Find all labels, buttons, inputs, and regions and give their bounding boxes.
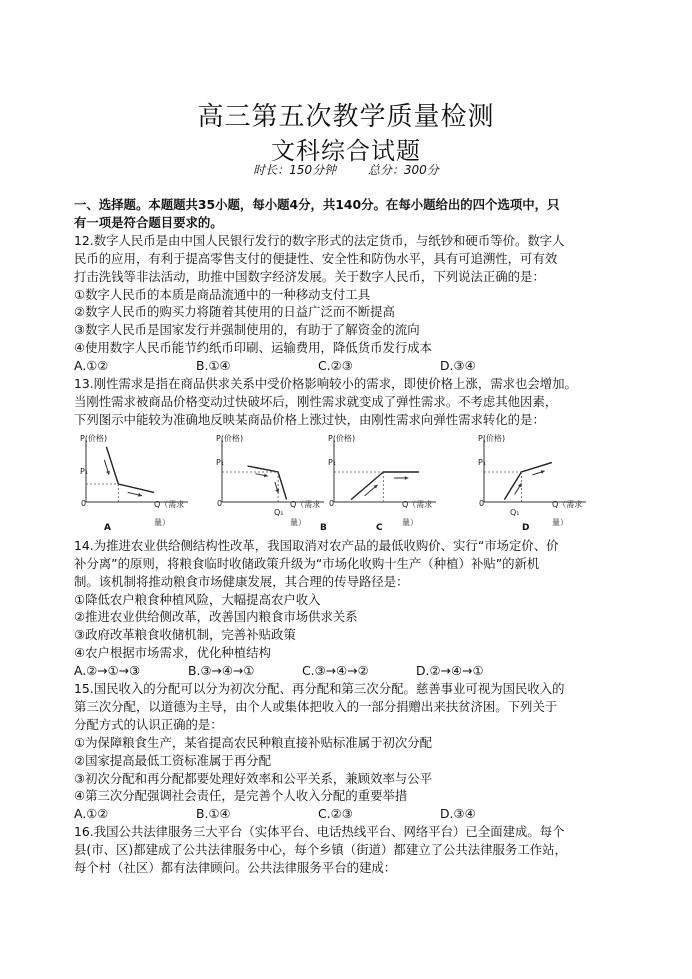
q12-stem: 民币的应用，有利于提高零售支付的便捷性、安全性和防伪水平，具有可追溯性，可有效: [74, 250, 558, 266]
q15-statement: ③初次分配和再分配都要处理好效率和公平关系，兼顾效率与公平: [74, 770, 433, 786]
chart-b[interactable]: [212, 432, 335, 533]
q12-stem: 打击洗钱等非法活动，助推中国数字经济发展。关于数字人民币，下列说法正确的是：: [74, 268, 545, 284]
exam-total-score: 总分：300分: [367, 163, 439, 177]
exam-content: [74, 196, 626, 877]
chart-a-xlabel: Q（需求量）: [154, 499, 185, 527]
chart-d-ytick: P₁: [478, 457, 487, 467]
chart-c-xlabel: Q（需求量）: [402, 499, 433, 527]
q14-statement: ②推进农业供给侧改革，改善国内粮食市场供求关系: [74, 609, 358, 625]
q14-statement: ④农户根据市场需求，优化种植结构: [74, 645, 271, 661]
q15-statement: ①为保障粮食生产，某省提高农民种粮直接补贴标准属于初次分配: [74, 734, 433, 750]
q14-stem: 补分离”的原则，将粮食临时收储政策升级为“市场化收购十生产（种植）补贴”的新机: [74, 555, 540, 571]
chart-b-xtick: Q₁: [274, 507, 284, 517]
chart-b-origin: 0: [217, 498, 223, 508]
chart-d-xtick: Q₁: [510, 507, 520, 517]
chart-a-demand-line: [106, 447, 154, 493]
q14-statement: ③政府改革粮食收储机制，完善补贴政策: [74, 627, 296, 643]
chart-c-origin: 0: [329, 498, 335, 508]
q15-option-b[interactable]: B.①④: [196, 806, 231, 822]
exam-meta: [0, 161, 692, 178]
q14-option-a[interactable]: A.②→①→③: [74, 663, 141, 679]
exam-title: 高三第五次教学质量检测: [197, 102, 495, 132]
q14-stem: 制。该机制将推动粮食市场健康发展，其合理的传导路径是：: [74, 573, 409, 589]
q14-stem: 14.为推进农业供给侧结构性改革，我国取消对农产品的最低收购价、实行“市场定价、价: [74, 537, 559, 553]
q12-statement: ②数字人民币的购买力将随着其使用的日益广泛而不断提高: [74, 304, 395, 320]
chart-a-label: A: [104, 522, 111, 533]
q15-option-c[interactable]: C.②③: [318, 806, 353, 822]
q14-option-c[interactable]: C.③→④→②: [302, 663, 369, 679]
q15-option-a[interactable]: A.①②: [74, 806, 109, 822]
q14-option-b[interactable]: B.③→④→①: [188, 663, 255, 679]
exam-duration: 时长：150分钟: [253, 163, 337, 177]
q15-stem: 15.国民收入的分配可以分为初次分配、再分配和第三次分配。慈善事业可视为国民收入的: [74, 681, 565, 697]
chart-d-demand-line: [504, 462, 552, 499]
chart-b-ylabel: P(价格): [216, 433, 244, 443]
q13-stem: 下列图示中能较为准确地反映某商品价格上涨过快，由刚性需求向弹性需求转化的是：: [74, 411, 545, 427]
chart-c-arrow-2-head: [405, 476, 409, 480]
q16-stem: 县(市、区)都建成了公共法律服务中心，每个乡镇（街道）都建立了公共法律服务工作站，: [74, 842, 567, 858]
chart-c[interactable]: [324, 432, 444, 533]
q15-statement: ②国家提高最低工资标准属于再分配: [74, 752, 271, 768]
section-intro-line: 有一项是符合题目要求的。: [74, 214, 223, 230]
q12-option-c[interactable]: C.②③: [318, 358, 353, 374]
q12-statement: ①数字人民币的本质是商品流通中的一种移动支付工具: [74, 286, 371, 302]
q14-option-d[interactable]: D.②→④→①: [416, 663, 484, 679]
chart-d[interactable]: [474, 432, 594, 533]
exam-subtitle: 文科综合试题: [271, 137, 421, 165]
q14-statement: ①降低农户粮食种植风险，大幅提高农户收入: [74, 591, 321, 607]
chart-b-arrow-1-head: [264, 473, 268, 477]
q13-stem: 当刚性需求被商品价格变动过快破坏后，刚性需求就变成了弹性需求。不考虑其他因素，: [74, 393, 558, 409]
q12-statement: ④使用数字人民币能节约纸币印刷、运输费用，降低货币发行成本: [74, 340, 433, 356]
chart-b-label: B: [320, 522, 327, 533]
chart-d-ylabel: P(价格): [478, 433, 506, 443]
chart-a[interactable]: [76, 432, 196, 533]
q16-stem: 每个村（社区）都有法律顾问。公共法律服务平台的建成：: [74, 860, 397, 876]
chart-d-origin: 0: [479, 498, 485, 508]
q12-statement: ③数字人民币是国家发行并强制使用的，有助于了解资金的流向: [74, 322, 420, 338]
q12-stem: 12.数字人民币是由中国人民银行发行的数字形式的法定货币，与纸钞和硬币等价。数字人: [74, 232, 565, 248]
chart-b-ytick: P₁: [216, 457, 225, 467]
chart-b-demand-line: [248, 466, 287, 500]
q12-options: [74, 357, 626, 375]
chart-c-ylabel: P(价格): [328, 433, 356, 443]
q13-stem: 13.刚性需求是指在商品供求关系中受价格影响较小的需求，即使价格上涨，需求也会增加。: [74, 376, 577, 392]
chart-c-label: C: [376, 522, 383, 533]
q16-stem: 16.我国公共法律服务三大平台（实体平台、电话热线平台、网络平台）已全面建成。每个: [74, 824, 565, 840]
q12-option-d[interactable]: D.③④: [440, 358, 476, 374]
q14-options: [74, 662, 626, 680]
q12-option-a[interactable]: A.①②: [74, 358, 109, 374]
q15-stem: 第三次分配，以道德为主导，由个人或集体把收入的一部分捐赠出来扶贫济困。下列关于: [74, 698, 558, 714]
chart-d-xlabel: Q（需求量）: [552, 499, 583, 527]
q15-options: [74, 805, 626, 823]
section-intro-line: 一、选择题。本题题共35小题，每小题4分，共140分。在每小题给出的四个选项中，只: [74, 197, 560, 212]
chart-a-arrow-2-head: [138, 493, 142, 497]
chart-d-label: D: [522, 522, 530, 533]
q13-charts: [74, 432, 626, 533]
chart-a-ytick: P₁: [80, 466, 89, 476]
chart-a-ylabel: P(价格): [80, 433, 108, 443]
chart-a-origin: 0: [81, 498, 87, 508]
q15-statement: ④第三次分配强调社会责任，是完善个人收入分配的重要举措: [74, 788, 408, 804]
q15-option-d[interactable]: D.③④: [440, 806, 476, 822]
chart-b-xlabel: Q（需求量）: [290, 499, 321, 527]
q12-option-b[interactable]: B.①④: [196, 358, 231, 374]
chart-c-ytick: P₁: [328, 457, 337, 467]
q15-stem: 分配方式的认识正确的是：: [74, 716, 223, 732]
